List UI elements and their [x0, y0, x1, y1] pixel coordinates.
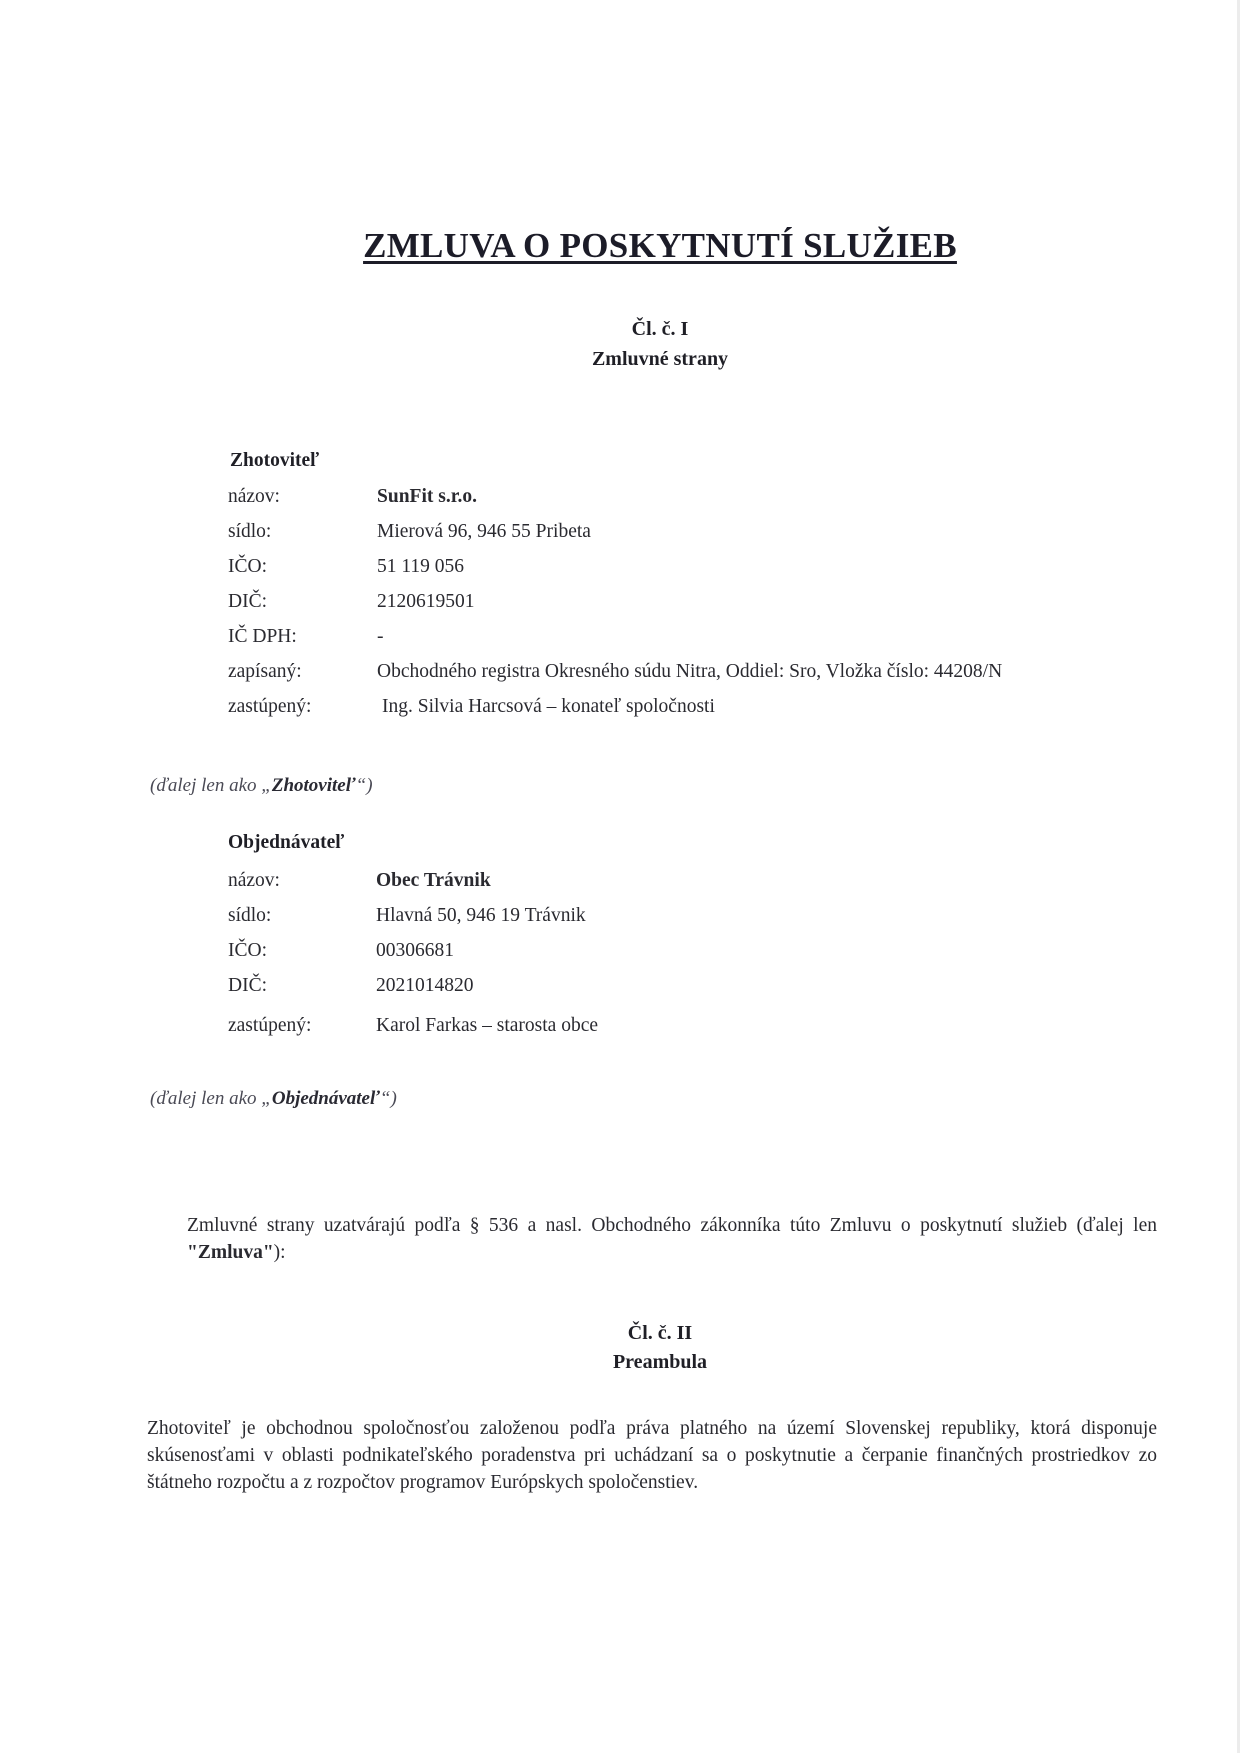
article-1-heading: Zmluvné strany: [591, 348, 729, 370]
intro-bold: "Zmluva": [187, 1242, 274, 1263]
alias-name: Zhotoviteľ: [271, 775, 356, 796]
intro-paragraph: [187, 1212, 1157, 1266]
contractor-heading: Zhotoviteľ: [230, 450, 320, 471]
row-label: IČO:: [228, 940, 267, 961]
row-label: IČ DPH:: [228, 626, 297, 647]
row-value: Karol Farkas – starosta obce: [376, 1015, 599, 1036]
alias-suffix: “): [379, 1088, 397, 1109]
row-value: 2021014820: [376, 975, 474, 996]
row-label: zastúpený:: [228, 696, 312, 717]
contractor-alias: [150, 775, 373, 797]
intro-text: Zmluvné strany uzatvárajú podľa § 536 a nasl. Obchodného zákonníka túto Zmluvu o poskytnutí služieb (ďalej len: [187, 1215, 1157, 1236]
article-1-number: Čl. č. I: [631, 318, 689, 340]
alias-suffix: “): [355, 775, 373, 796]
intro-text-end: ):: [273, 1242, 286, 1263]
row-value: Obchodného registra Okresného súdu Nitra, Oddiel: Sro, Vložka číslo: 44208/N: [377, 661, 1003, 682]
preamble-paragraph: Zhotoviteľ je obchodnou spoločnosťou založenou podľa práva platného na území Slovenskej republiky, ktorá disponuje skúsenosťami v oblasti podnikateľského poradenstva pri uchádzaní sa o poskytnutie a čerpanie finančných prostriedkov zo štátneho rozpočtu a z rozpočtov programov Európskych spoločenstiev.: [147, 1418, 1157, 1493]
row-label: sídlo:: [228, 905, 272, 926]
row-value: 51 119 056: [377, 556, 465, 577]
row-label: sídlo:: [228, 521, 272, 542]
article-2-heading: Preambula: [612, 1351, 708, 1373]
row-value: SunFit s.r.o.: [377, 486, 478, 507]
row-value: Obec Trávnik: [376, 870, 491, 891]
document-title: ZMLUVA O POSKYTNUTÍ SLUŽIEB: [363, 226, 957, 265]
row-label: názov:: [228, 870, 280, 891]
row-value: -: [377, 626, 384, 647]
row-label: DIČ:: [228, 591, 267, 612]
row-label: zastúpený:: [228, 1015, 312, 1036]
row-value: 00306681: [376, 940, 454, 961]
row-label: IČO:: [228, 556, 267, 577]
alias-prefix: (ďalej len ako „: [150, 775, 272, 796]
row-value: Ing. Silvia Harcsová – konateľ spoločnosti: [382, 696, 715, 717]
row-value: 2120619501: [377, 591, 475, 612]
row-label: zapísaný:: [228, 661, 302, 682]
client-heading: Objednávateľ: [228, 832, 345, 853]
client-alias: [150, 1088, 397, 1110]
row-label: DIČ:: [228, 975, 267, 996]
row-value: Mierová 96, 946 55 Pribeta: [377, 521, 591, 542]
alias-prefix: (ďalej len ako „: [150, 1088, 272, 1109]
alias-name: Objednávateľ: [271, 1088, 380, 1109]
row-label: názov:: [228, 486, 280, 507]
row-value: Hlavná 50, 946 19 Trávnik: [376, 905, 586, 926]
article-2-number: Čl. č. II: [627, 1322, 693, 1344]
